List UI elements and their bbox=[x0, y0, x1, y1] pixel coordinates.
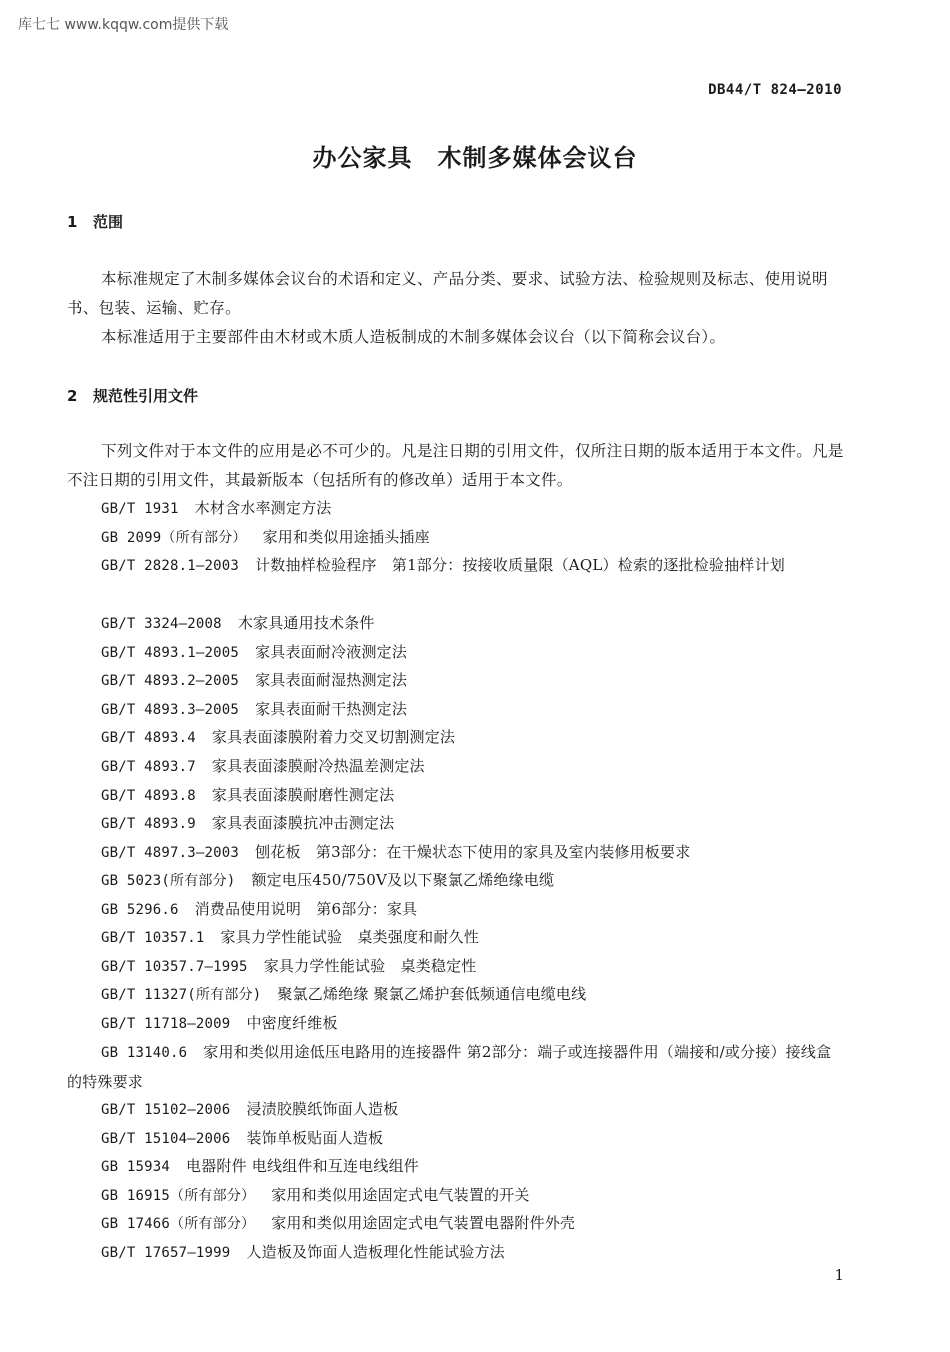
reference-code: GB 5296.6 bbox=[101, 902, 179, 918]
reference-title: 家具力学性能试验 桌类强度和耐久性 bbox=[220, 928, 479, 946]
reference-title: 家具力学性能试验 桌类稳定性 bbox=[263, 957, 477, 975]
reference-title: 家具表面耐干热测定法 bbox=[255, 700, 408, 718]
reference-title: 家具表面漆膜附着力交叉切割测定法 bbox=[211, 728, 456, 746]
reference-code: GB 16915（所有部分） bbox=[101, 1188, 256, 1204]
reference-code: GB/T 15102—2006 bbox=[101, 1102, 231, 1118]
reference-item bbox=[67, 494, 845, 524]
reference-item bbox=[67, 1152, 845, 1182]
reference-item bbox=[67, 1181, 845, 1211]
reference-title: 木家具通用技术条件 bbox=[237, 614, 375, 632]
reference-item bbox=[67, 1095, 845, 1125]
reference-code: GB/T 4893.8 bbox=[101, 788, 196, 804]
section-1-paragraph-2: 本标准适用于主要部件由木材或木质人造板制成的木制多媒体会议台（以下简称会议台）。 bbox=[101, 328, 726, 346]
reference-title: 电器附件 电线组件和互连电线组件 bbox=[186, 1157, 420, 1175]
reference-code: GB/T 4893.7 bbox=[101, 759, 196, 775]
reference-code: GB/T 2828.1—2003 bbox=[101, 558, 240, 574]
reference-title: 木材含水率测定方法 bbox=[194, 499, 332, 517]
reference-title: 额定电压450/750V及以下聚氯乙烯绝缘电缆 bbox=[251, 871, 555, 889]
reference-title: 家具表面漆膜耐磨性测定法 bbox=[211, 786, 395, 804]
reference-item bbox=[67, 609, 845, 639]
reference-code: GB 5023(所有部分) bbox=[101, 873, 236, 889]
reference-item bbox=[67, 895, 845, 925]
reference-item bbox=[67, 752, 845, 782]
reference-code: GB 15934 bbox=[101, 1159, 171, 1175]
section-2-paragraph-1: 下列文件对于本文件的应用是必不可少的。凡是注日期的引用文件，仅所注日期的版本适用于本文件。凡是不注日期的引用文件，其最新版本（包括所有的修改单）适用于本文件。 bbox=[67, 442, 844, 489]
reference-code: GB/T 17657—1999 bbox=[101, 1245, 231, 1261]
reference-code: GB/T 3324—2008 bbox=[101, 616, 222, 632]
reference-code: GB/T 4893.4 bbox=[101, 730, 196, 746]
reference-code: GB/T 4893.1—2005 bbox=[101, 645, 240, 661]
reference-code: GB/T 15104—2006 bbox=[101, 1131, 231, 1147]
reference-title: 家具表面漆膜耐冷热温差测定法 bbox=[211, 757, 425, 775]
reference-item bbox=[67, 809, 845, 839]
reference-code: GB/T 10357.7—1995 bbox=[101, 959, 248, 975]
reference-item bbox=[67, 952, 845, 982]
section-2-heading bbox=[67, 385, 198, 406]
section-title: 规范性引用文件 bbox=[93, 387, 199, 405]
reference-code: GB/T 11718—2009 bbox=[101, 1016, 231, 1032]
reference-item bbox=[67, 980, 845, 1010]
reference-item bbox=[67, 551, 845, 581]
reference-title: 人造板及饰面人造板理化性能试验方法 bbox=[246, 1243, 505, 1261]
reference-title: 家用和类似用途固定式电气装置的开关 bbox=[271, 1186, 530, 1204]
reference-title: 刨花板 第3部分：在干燥状态下使用的家具及室内装修用板要求 bbox=[255, 843, 691, 861]
reference-title: 家用和类似用途插头插座 bbox=[262, 528, 430, 546]
section-title: 范围 bbox=[93, 213, 124, 231]
watermark-text: 库七七 www.kqqw.com提供下载 bbox=[18, 17, 229, 33]
reference-code: GB/T 4893.3—2005 bbox=[101, 702, 240, 718]
section-1-heading bbox=[67, 211, 123, 232]
reference-title: 中密度纤维板 bbox=[246, 1014, 338, 1032]
reference-code: GB/T 4893.2—2005 bbox=[101, 673, 240, 689]
reference-title: 计数抽样检验程序 第1部分：按接收质量限（AQL）检索的逐批检验抽样计划 bbox=[255, 556, 785, 574]
reference-title: 装饰单板贴面人造板 bbox=[246, 1129, 384, 1147]
reference-item bbox=[67, 723, 845, 753]
reference-code: GB/T 4897.3—2003 bbox=[101, 845, 240, 861]
reference-item bbox=[67, 923, 845, 953]
reference-title: 家用和类似用途固定式电气装置电器附件外壳 bbox=[271, 1214, 576, 1232]
reference-code: GB/T 10357.1 bbox=[101, 930, 205, 946]
reference-title: 家具表面耐湿热测定法 bbox=[255, 671, 408, 689]
reference-item bbox=[67, 638, 845, 668]
reference-title: 浸渍胶膜纸饰面人造板 bbox=[246, 1100, 399, 1118]
reference-item bbox=[67, 1009, 845, 1039]
reference-code: GB 2099（所有部分） bbox=[101, 530, 247, 546]
reference-code: GB 17466（所有部分） bbox=[101, 1216, 256, 1232]
reference-title: 聚氯乙烯绝缘 聚氯乙烯护套低频通信电缆电线 bbox=[277, 985, 587, 1003]
reference-item bbox=[67, 866, 845, 896]
reference-item bbox=[67, 1209, 845, 1239]
document-title: 办公家具 木制多媒体会议台 bbox=[312, 144, 638, 172]
reference-item bbox=[67, 695, 845, 725]
reference-title: 消费品使用说明 第6部分：家具 bbox=[194, 900, 418, 918]
reference-item bbox=[67, 1038, 845, 1096]
reference-title: 家用和类似用途低压电路用的连接器件 第2部分：端子或连接器件用（端接和/或分接）接线盒的特殊要求 bbox=[67, 1043, 832, 1091]
reference-item bbox=[67, 1124, 845, 1154]
reference-title: 家具表面漆膜抗冲击测定法 bbox=[211, 814, 395, 832]
section-number: 1 bbox=[67, 213, 78, 231]
section-1-paragraph-1: 本标准规定了木制多媒体会议台的术语和定义、产品分类、要求、试验方法、检验规则及标志、使用说明书、包装、运输、贮存。 bbox=[67, 270, 828, 317]
section-number: 2 bbox=[67, 387, 78, 405]
reference-code: GB/T 1931 bbox=[101, 501, 179, 517]
reference-item bbox=[67, 781, 845, 811]
reference-code: GB/T 11327(所有部分) bbox=[101, 987, 262, 1003]
reference-item bbox=[67, 666, 845, 696]
reference-title: 家具表面耐冷液测定法 bbox=[255, 643, 408, 661]
document-code: DB44/T 824—2010 bbox=[708, 82, 842, 98]
reference-code: GB 13140.6 bbox=[101, 1045, 188, 1061]
reference-code: GB/T 4893.9 bbox=[101, 816, 196, 832]
reference-item bbox=[67, 838, 845, 868]
reference-item bbox=[67, 1238, 845, 1268]
page-number: 1 bbox=[834, 1266, 844, 1284]
reference-item bbox=[67, 523, 845, 553]
